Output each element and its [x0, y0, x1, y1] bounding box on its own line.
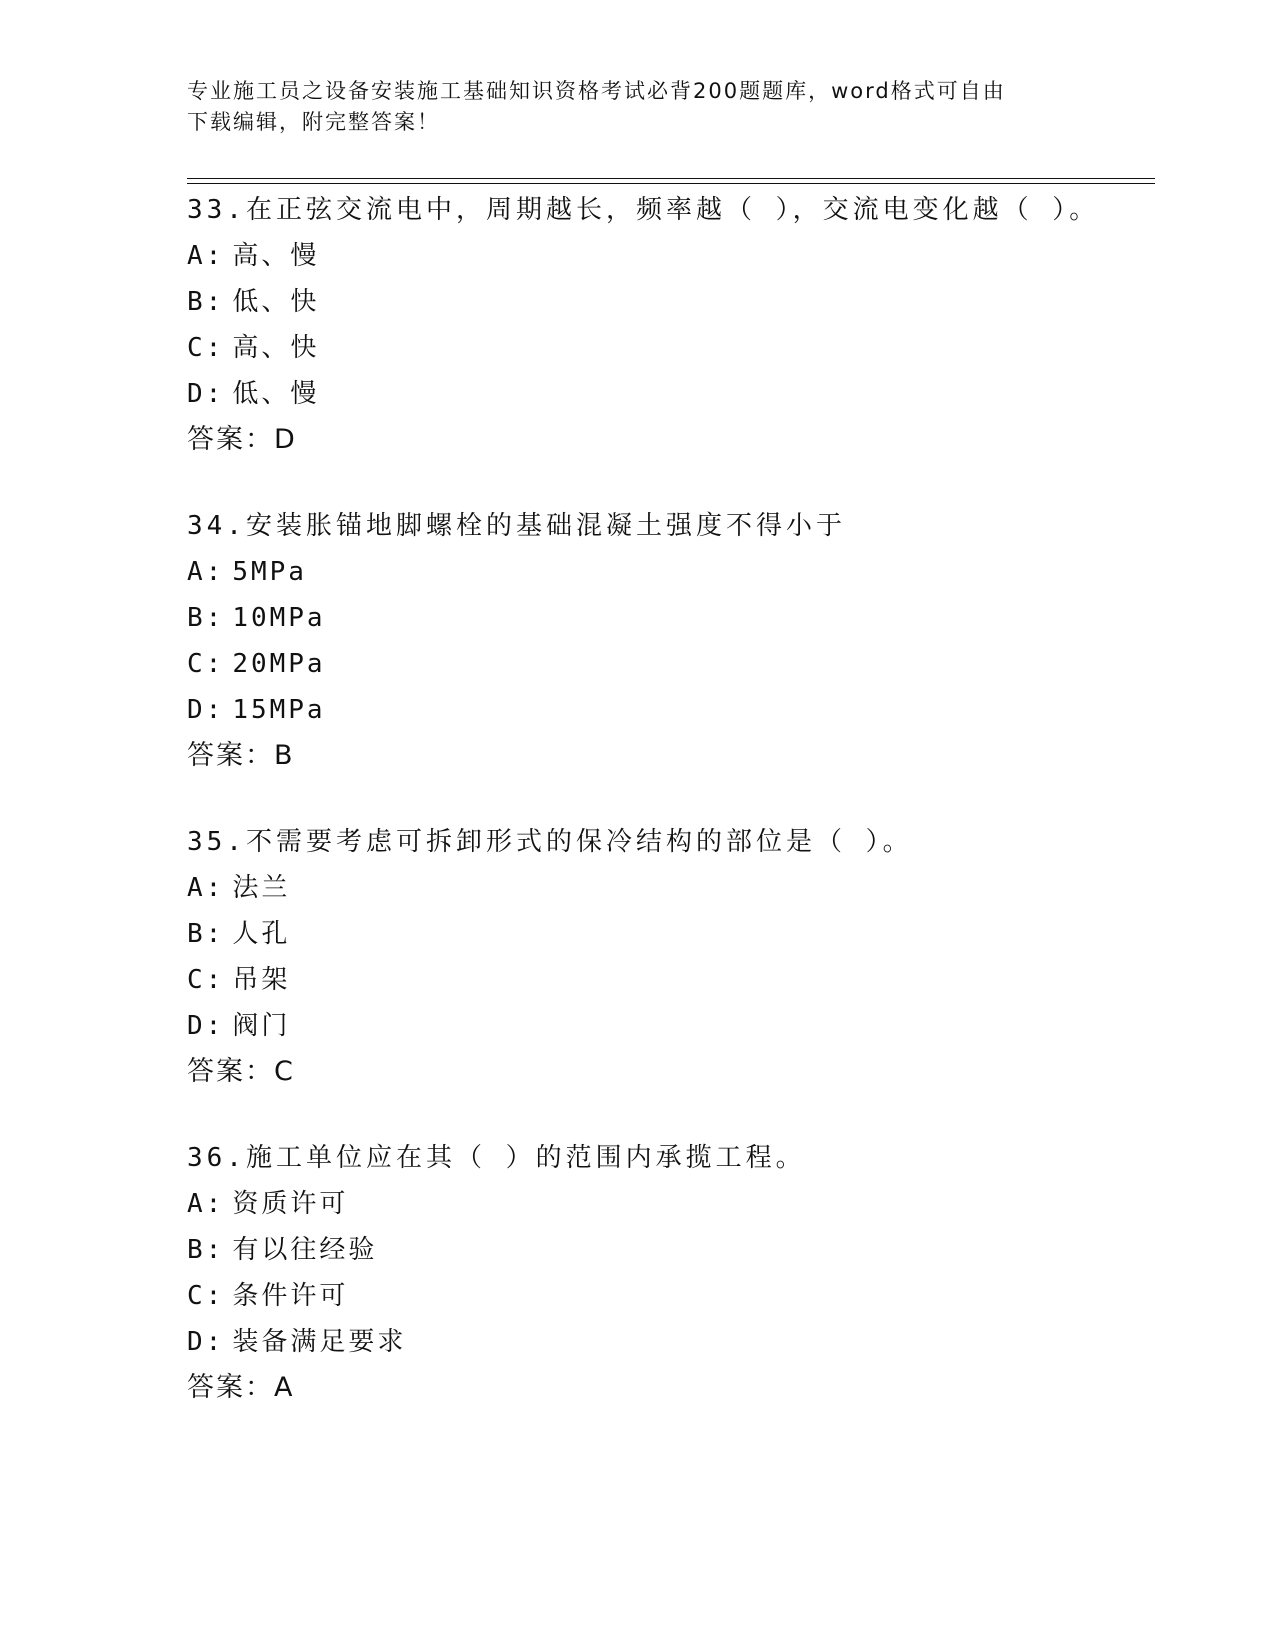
option-text: 装备满足要求	[232, 1327, 407, 1357]
option-text: 20MPa	[232, 649, 326, 679]
option-letter: C:	[187, 649, 225, 679]
option-text: 吊架	[232, 965, 291, 995]
question-stem: 35.不需要考虑可拆卸形式的保冷结构的部位是（ ）。	[187, 827, 913, 857]
header-line-1: 专业施工员之设备安装施工基础知识资格考试必背200题题库，word格式可自由	[187, 79, 1006, 103]
answer-line: 答案：B	[187, 740, 295, 771]
option-text: 低、快	[232, 287, 320, 317]
document-header	[187, 76, 1077, 138]
option-letter: B:	[187, 919, 225, 949]
option-letter: D:	[187, 1011, 225, 1041]
option-text: 15MPa	[232, 695, 326, 725]
option-b	[187, 911, 1155, 957]
header-divider-top	[187, 178, 1155, 179]
option-letter: D:	[187, 1327, 225, 1357]
header-line-2: 下载编辑，附完整答案！	[187, 110, 440, 134]
option-a	[187, 549, 1155, 595]
option-letter: A:	[187, 557, 225, 587]
option-text: 资质许可	[232, 1189, 349, 1219]
option-c	[187, 957, 1155, 1003]
question-34	[187, 503, 1155, 779]
option-letter: A:	[187, 873, 225, 903]
question-35	[187, 819, 1155, 1095]
option-text: 低、慢	[232, 379, 320, 409]
option-text: 阀门	[232, 1011, 291, 1041]
header-divider-bottom	[187, 183, 1155, 184]
option-d	[187, 687, 1155, 733]
option-d	[187, 1319, 1155, 1365]
option-text: 人孔	[232, 919, 291, 949]
option-letter: C:	[187, 333, 225, 363]
answer-line: 答案：C	[187, 1056, 295, 1087]
question-stem: 36.施工单位应在其（ ）的范围内承揽工程。	[187, 1143, 806, 1173]
option-a	[187, 233, 1155, 279]
option-text: 高、慢	[232, 241, 320, 271]
option-b	[187, 595, 1155, 641]
option-c	[187, 325, 1155, 371]
option-text: 有以往经验	[232, 1235, 378, 1265]
question-stem: 34.安装胀锚地脚螺栓的基础混凝土强度不得小于	[187, 511, 846, 541]
option-a	[187, 1181, 1155, 1227]
option-text: 高、快	[232, 333, 320, 363]
option-letter: B:	[187, 1235, 225, 1265]
option-letter: A:	[187, 241, 225, 271]
option-letter: B:	[187, 603, 225, 633]
option-c	[187, 641, 1155, 687]
option-text: 条件许可	[232, 1281, 349, 1311]
answer-line: 答案：D	[187, 424, 297, 455]
option-letter: C:	[187, 965, 225, 995]
option-letter: C:	[187, 1281, 225, 1311]
option-letter: B:	[187, 287, 225, 317]
question-stem: 33.在正弦交流电中，周期越长，频率越（ ），交流电变化越（ ）。	[187, 195, 1100, 225]
answer-line: 答案：A	[187, 1372, 295, 1403]
option-a	[187, 865, 1155, 911]
option-b	[187, 1227, 1155, 1273]
option-b	[187, 279, 1155, 325]
option-text: 法兰	[232, 873, 291, 903]
option-d	[187, 371, 1155, 417]
option-d	[187, 1003, 1155, 1049]
option-letter: A:	[187, 1189, 225, 1219]
option-text: 10MPa	[232, 603, 326, 633]
question-36	[187, 1135, 1155, 1411]
option-text: 5MPa	[232, 557, 307, 587]
option-letter: D:	[187, 379, 225, 409]
option-letter: D:	[187, 695, 225, 725]
question-33	[187, 187, 1155, 463]
option-c	[187, 1273, 1155, 1319]
